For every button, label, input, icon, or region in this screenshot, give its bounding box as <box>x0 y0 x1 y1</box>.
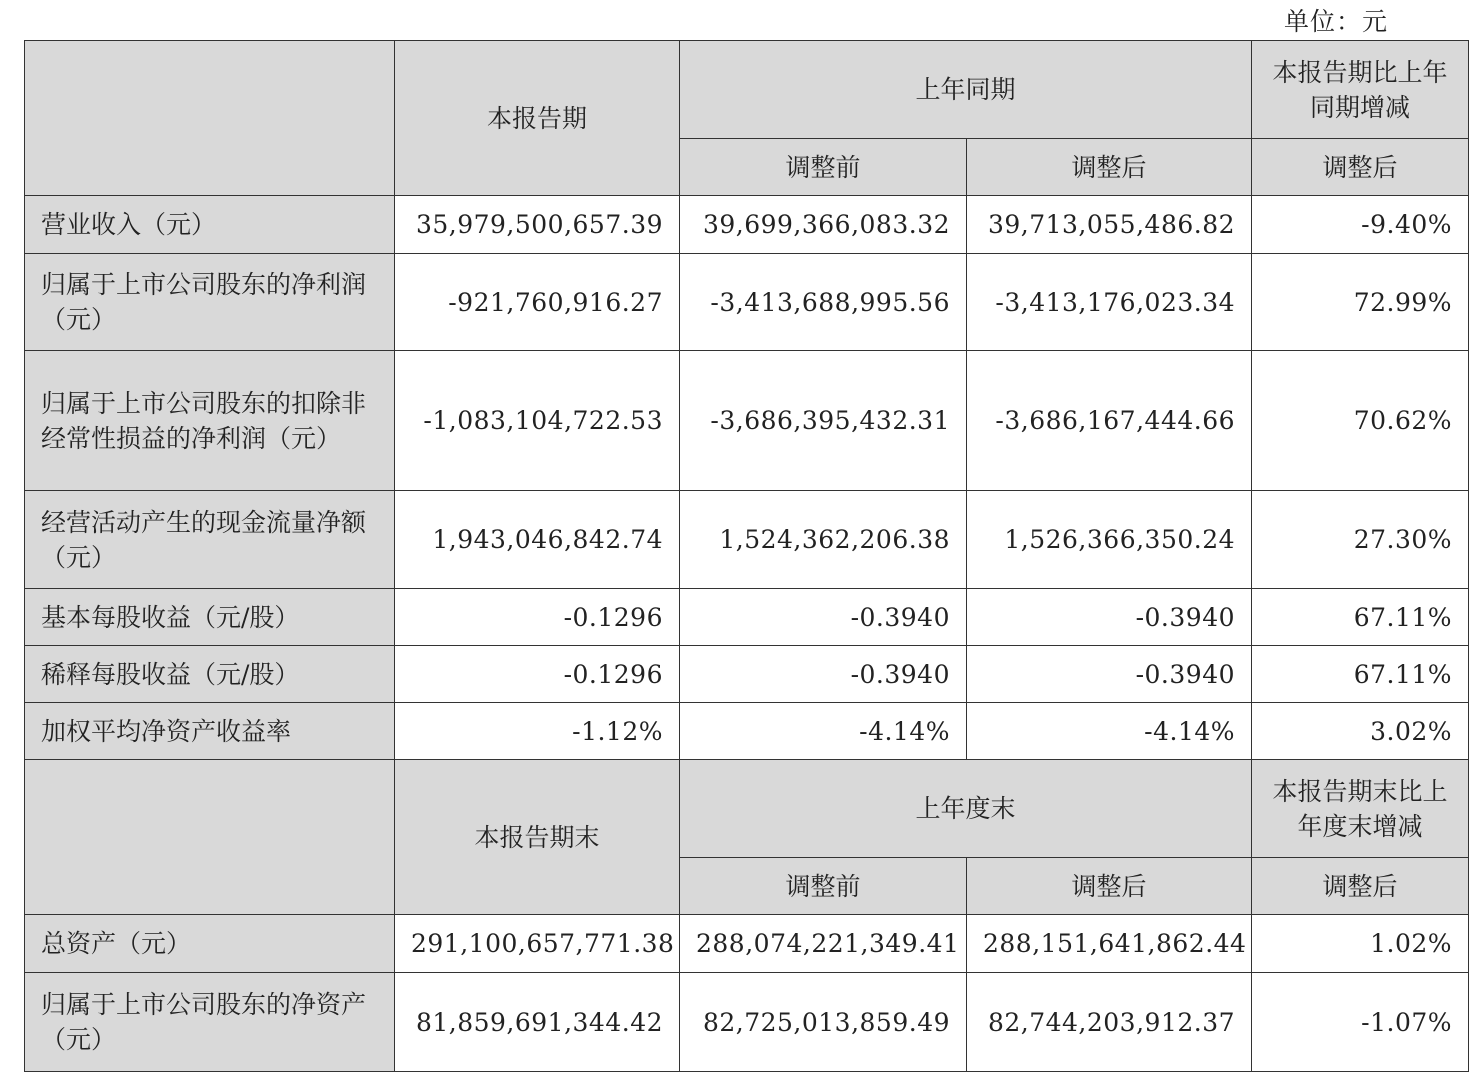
header-change-after-adjustment: 调整后 <box>1252 858 1469 915</box>
value-before-adjustment: 82,725,013,859.49 <box>680 973 967 1072</box>
value-after-adjustment: 39,713,055,486.82 <box>967 196 1252 254</box>
value-change: 70.62% <box>1252 351 1469 491</box>
value-before-adjustment: -0.3940 <box>680 646 967 703</box>
value-change: 3.02% <box>1252 703 1469 760</box>
value-after-adjustment: 82,744,203,912.37 <box>967 973 1252 1072</box>
header-change: 本报告期比上年同期增减 <box>1252 41 1469 139</box>
value-before-adjustment: 1,524,362,206.38 <box>680 491 967 589</box>
value-current: 81,859,691,344.42 <box>395 973 680 1072</box>
row-label: 总资产（元） <box>25 915 395 973</box>
value-after-adjustment: -3,413,176,023.34 <box>967 254 1252 351</box>
row-label: 归属于上市公司股东的净资产（元） <box>25 973 395 1072</box>
table-row <box>25 915 1469 973</box>
header-before-adjustment: 调整前 <box>680 858 967 915</box>
value-before-adjustment: -0.3940 <box>680 589 967 646</box>
value-change: -1.07% <box>1252 973 1469 1072</box>
value-current: -1.12% <box>395 703 680 760</box>
value-current: -0.1296 <box>395 589 680 646</box>
section1-header-blank <box>25 41 395 196</box>
value-change: -9.40% <box>1252 196 1469 254</box>
table-row <box>25 646 1469 703</box>
header-after-adjustment: 调整后 <box>967 858 1252 915</box>
value-after-adjustment: 288,151,641,862.44 <box>967 915 1252 973</box>
value-before-adjustment: -3,413,688,995.56 <box>680 254 967 351</box>
row-label: 归属于上市公司股东的扣除非经常性损益的净利润（元） <box>25 351 395 491</box>
header-change-after-adjustment: 调整后 <box>1252 139 1469 196</box>
row-label: 归属于上市公司股东的净利润（元） <box>25 254 395 351</box>
value-current: -1,083,104,722.53 <box>395 351 680 491</box>
header-after-adjustment: 调整后 <box>967 139 1252 196</box>
value-current: 35,979,500,657.39 <box>395 196 680 254</box>
header-before-adjustment: 调整前 <box>680 139 967 196</box>
value-change: 1.02% <box>1252 915 1469 973</box>
section2-header-blank <box>25 760 395 915</box>
table-row <box>25 254 1469 351</box>
value-after-adjustment: -4.14% <box>967 703 1252 760</box>
financial-data-table <box>24 40 1469 1072</box>
row-label: 经营活动产生的现金流量净额（元） <box>25 491 395 589</box>
value-change: 27.30% <box>1252 491 1469 589</box>
value-after-adjustment: -0.3940 <box>967 589 1252 646</box>
table-row <box>25 196 1469 254</box>
header-prior-year-end: 上年度末 <box>680 760 1252 858</box>
value-before-adjustment: -3,686,395,432.31 <box>680 351 967 491</box>
row-label: 稀释每股收益（元/股） <box>25 646 395 703</box>
value-after-adjustment: -0.3940 <box>967 646 1252 703</box>
value-current: -921,760,916.27 <box>395 254 680 351</box>
value-after-adjustment: -3,686,167,444.66 <box>967 351 1252 491</box>
value-change: 67.11% <box>1252 589 1469 646</box>
header-current-period: 本报告期 <box>395 41 680 196</box>
unit-label: 单位：元 <box>1284 7 1389 36</box>
section2-header-row-top <box>25 760 1469 858</box>
section1-header-row-top <box>25 41 1469 139</box>
header-change: 本报告期末比上年度末增减 <box>1252 760 1469 858</box>
value-current: -0.1296 <box>395 646 680 703</box>
value-change: 72.99% <box>1252 254 1469 351</box>
value-after-adjustment: 1,526,366,350.24 <box>967 491 1252 589</box>
table-row <box>25 973 1469 1072</box>
row-label: 加权平均净资产收益率 <box>25 703 395 760</box>
value-before-adjustment: 288,074,221,349.41 <box>680 915 967 973</box>
table-row <box>25 589 1469 646</box>
value-current: 291,100,657,771.38 <box>395 915 680 973</box>
value-current: 1,943,046,842.74 <box>395 491 680 589</box>
table-row <box>25 351 1469 491</box>
table-row <box>25 703 1469 760</box>
table-row <box>25 491 1469 589</box>
value-before-adjustment: 39,699,366,083.32 <box>680 196 967 254</box>
value-change: 67.11% <box>1252 646 1469 703</box>
row-label: 营业收入（元） <box>25 196 395 254</box>
header-period-end: 本报告期末 <box>395 760 680 915</box>
value-before-adjustment: -4.14% <box>680 703 967 760</box>
row-label: 基本每股收益（元/股） <box>25 589 395 646</box>
header-prior-period: 上年同期 <box>680 41 1252 139</box>
